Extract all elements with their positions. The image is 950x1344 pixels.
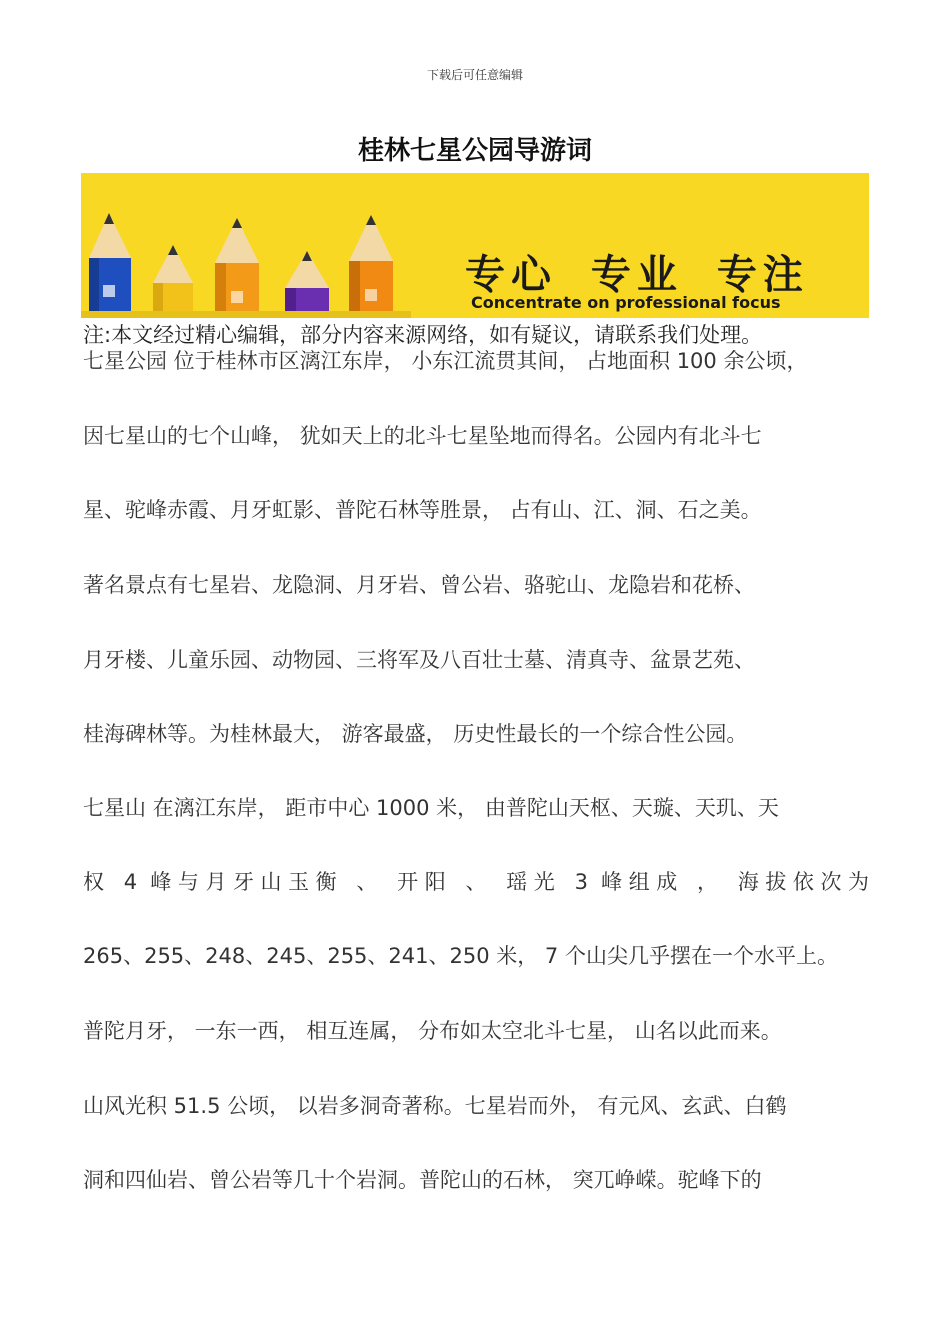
document-title: 桂林七星公园导游词: [357, 136, 592, 166]
paragraph-line: 因七星山的七个山峰， 犹如天上的北斗七星坠地而得名。公园内有北斗七: [83, 424, 762, 448]
banner-slogan: 专心 专业 专注: [465, 252, 809, 298]
paragraph-line: 七星公园 位于桂林市区漓江东岸， 小东江流贯其间， 占地面积 100 余公顷，: [83, 349, 808, 373]
pencil-icon: [89, 213, 131, 318]
pencil-icon: [153, 245, 193, 318]
paragraph-line: 月牙楼、儿童乐园、动物园、三将军及八百壮士墓、清真寺、盆景艺苑、: [83, 648, 755, 672]
paragraph-line: 星、驼峰赤霞、月牙虹影、普陀石林等胜景， 占有山、江、洞、石之美。: [83, 498, 762, 522]
pencil-icon: [349, 215, 393, 318]
paragraph-line: 洞和四仙岩、曾公岩等几十个岩洞。普陀山的石林， 突兀峥嵘。驼峰下的: [83, 1168, 762, 1192]
paragraph-line: 七星山 在漓江东岸， 距市中心 1000 米， 由普陀山天枢、天璇、天玑、天: [83, 796, 779, 820]
paragraph-line: 著名景点有七星岩、龙隐洞、月牙岩、曾公岩、骆驼山、龙隐岩和花桥、: [83, 573, 755, 597]
paragraph-line: 桂海碑林等。为桂林最大， 游客最盛， 历史性最长的一个综合性公园。: [83, 722, 748, 746]
pencil-icon: [215, 218, 259, 318]
paragraph-line: 265、255、248、245、255、241、250 米， 7 个山尖几乎摆在一个水平上。: [83, 944, 838, 968]
pencils-illustration: [81, 173, 411, 318]
paragraph-line: 权 4 峰与月牙山玉衡 、 开阳 、 瑶光 3 峰组成 ， 海拔依次为: [83, 870, 869, 894]
paragraph-line: 普陀月牙， 一东一西， 相互连属， 分布如太空北斗七星， 山名以此而来。: [83, 1019, 782, 1043]
banner-subtitle: Concentrate on professional focus: [471, 293, 781, 312]
banner-image: [81, 173, 869, 318]
paragraph-line: 山风光积 51.5 公顷， 以岩多洞奇著称。七星岩而外， 有元风、玄武、白鹤: [83, 1094, 787, 1118]
pencil-icon: [285, 251, 329, 318]
editor-note: 注:本文经过精心编辑，部分内容来源网络，如有疑议，请联系我们处理。: [83, 323, 763, 347]
header-note: 下载后可任意编辑: [426, 68, 523, 82]
